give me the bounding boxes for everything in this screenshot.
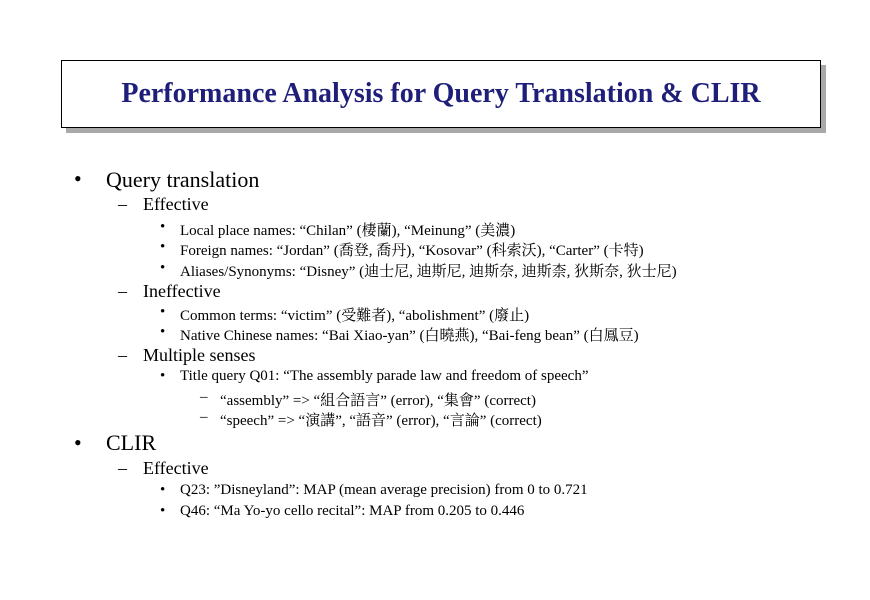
bullet-clir: CLIR [106,430,157,455]
item-native-chinese-names: Native Chinese names: “Bai Xiao-yan” (白曉燕), “Bai-feng bean” (白鳳豆) [180,328,639,344]
bullet-marker: • [160,482,166,498]
sub-bullet-effective: Effective [143,194,209,214]
item-common-terms: Common terms: “victim” (受難者), “abolishment” (廢止) [180,308,530,324]
bullet-marker: • [160,368,166,384]
bullet-marker: • [160,239,166,255]
item-title-query-q01: Title query Q01: “The assembly parade law and freedom of speech” [180,368,589,384]
dash-marker: – [118,345,127,365]
item-q46: Q46: “Ma Yo-yo cello recital”: MAP from 0.205 to 0.446 [180,503,525,519]
bullet-marker: • [74,430,82,455]
item-aliases-synonyms: Aliases/Synonyms: “Disney” (迪士尼, 迪斯尼, 迪斯奈, 迪斯柰, 狄斯奈, 狄士尼) [180,264,677,280]
dash-marker: – [200,389,208,405]
dash-marker: – [118,458,127,478]
bullet-query-translation: Query translation [106,167,260,192]
item-foreign-names: Foreign names: “Jordan” (喬登, 喬丹), “Kosovar” (科索沃), “Carter” (卡特) [180,243,644,259]
dash-marker: – [200,409,208,425]
item-speech: “speech” => “演講”, “語音” (error), “言論” (correct) [220,413,542,429]
title-box [61,60,821,128]
bullet-marker: • [160,219,166,235]
dash-marker: – [118,194,127,214]
bullet-marker: • [160,324,166,340]
item-local-place-names: Local place names: “Chilan” (棲蘭), “Meinung” (美濃) [180,223,516,239]
item-assembly: “assembly” => “組合語言” (error), “集會” (correct) [220,393,536,409]
bullet-marker: • [74,166,82,191]
bullet-marker: • [160,304,166,320]
sub-bullet-ineffective: Ineffective [143,281,221,301]
sub-bullet-clir-effective: Effective [143,458,209,478]
bullet-marker: • [160,503,166,519]
sub-bullet-multiple-senses: Multiple senses [143,345,256,365]
slide-title: Performance Analysis for Query Translation & CLIR [121,78,761,109]
item-q23: Q23: ”Disneyland”: MAP (mean average precision) from 0 to 0.721 [180,482,588,498]
dash-marker: – [118,281,127,301]
bullet-marker: • [160,260,166,276]
